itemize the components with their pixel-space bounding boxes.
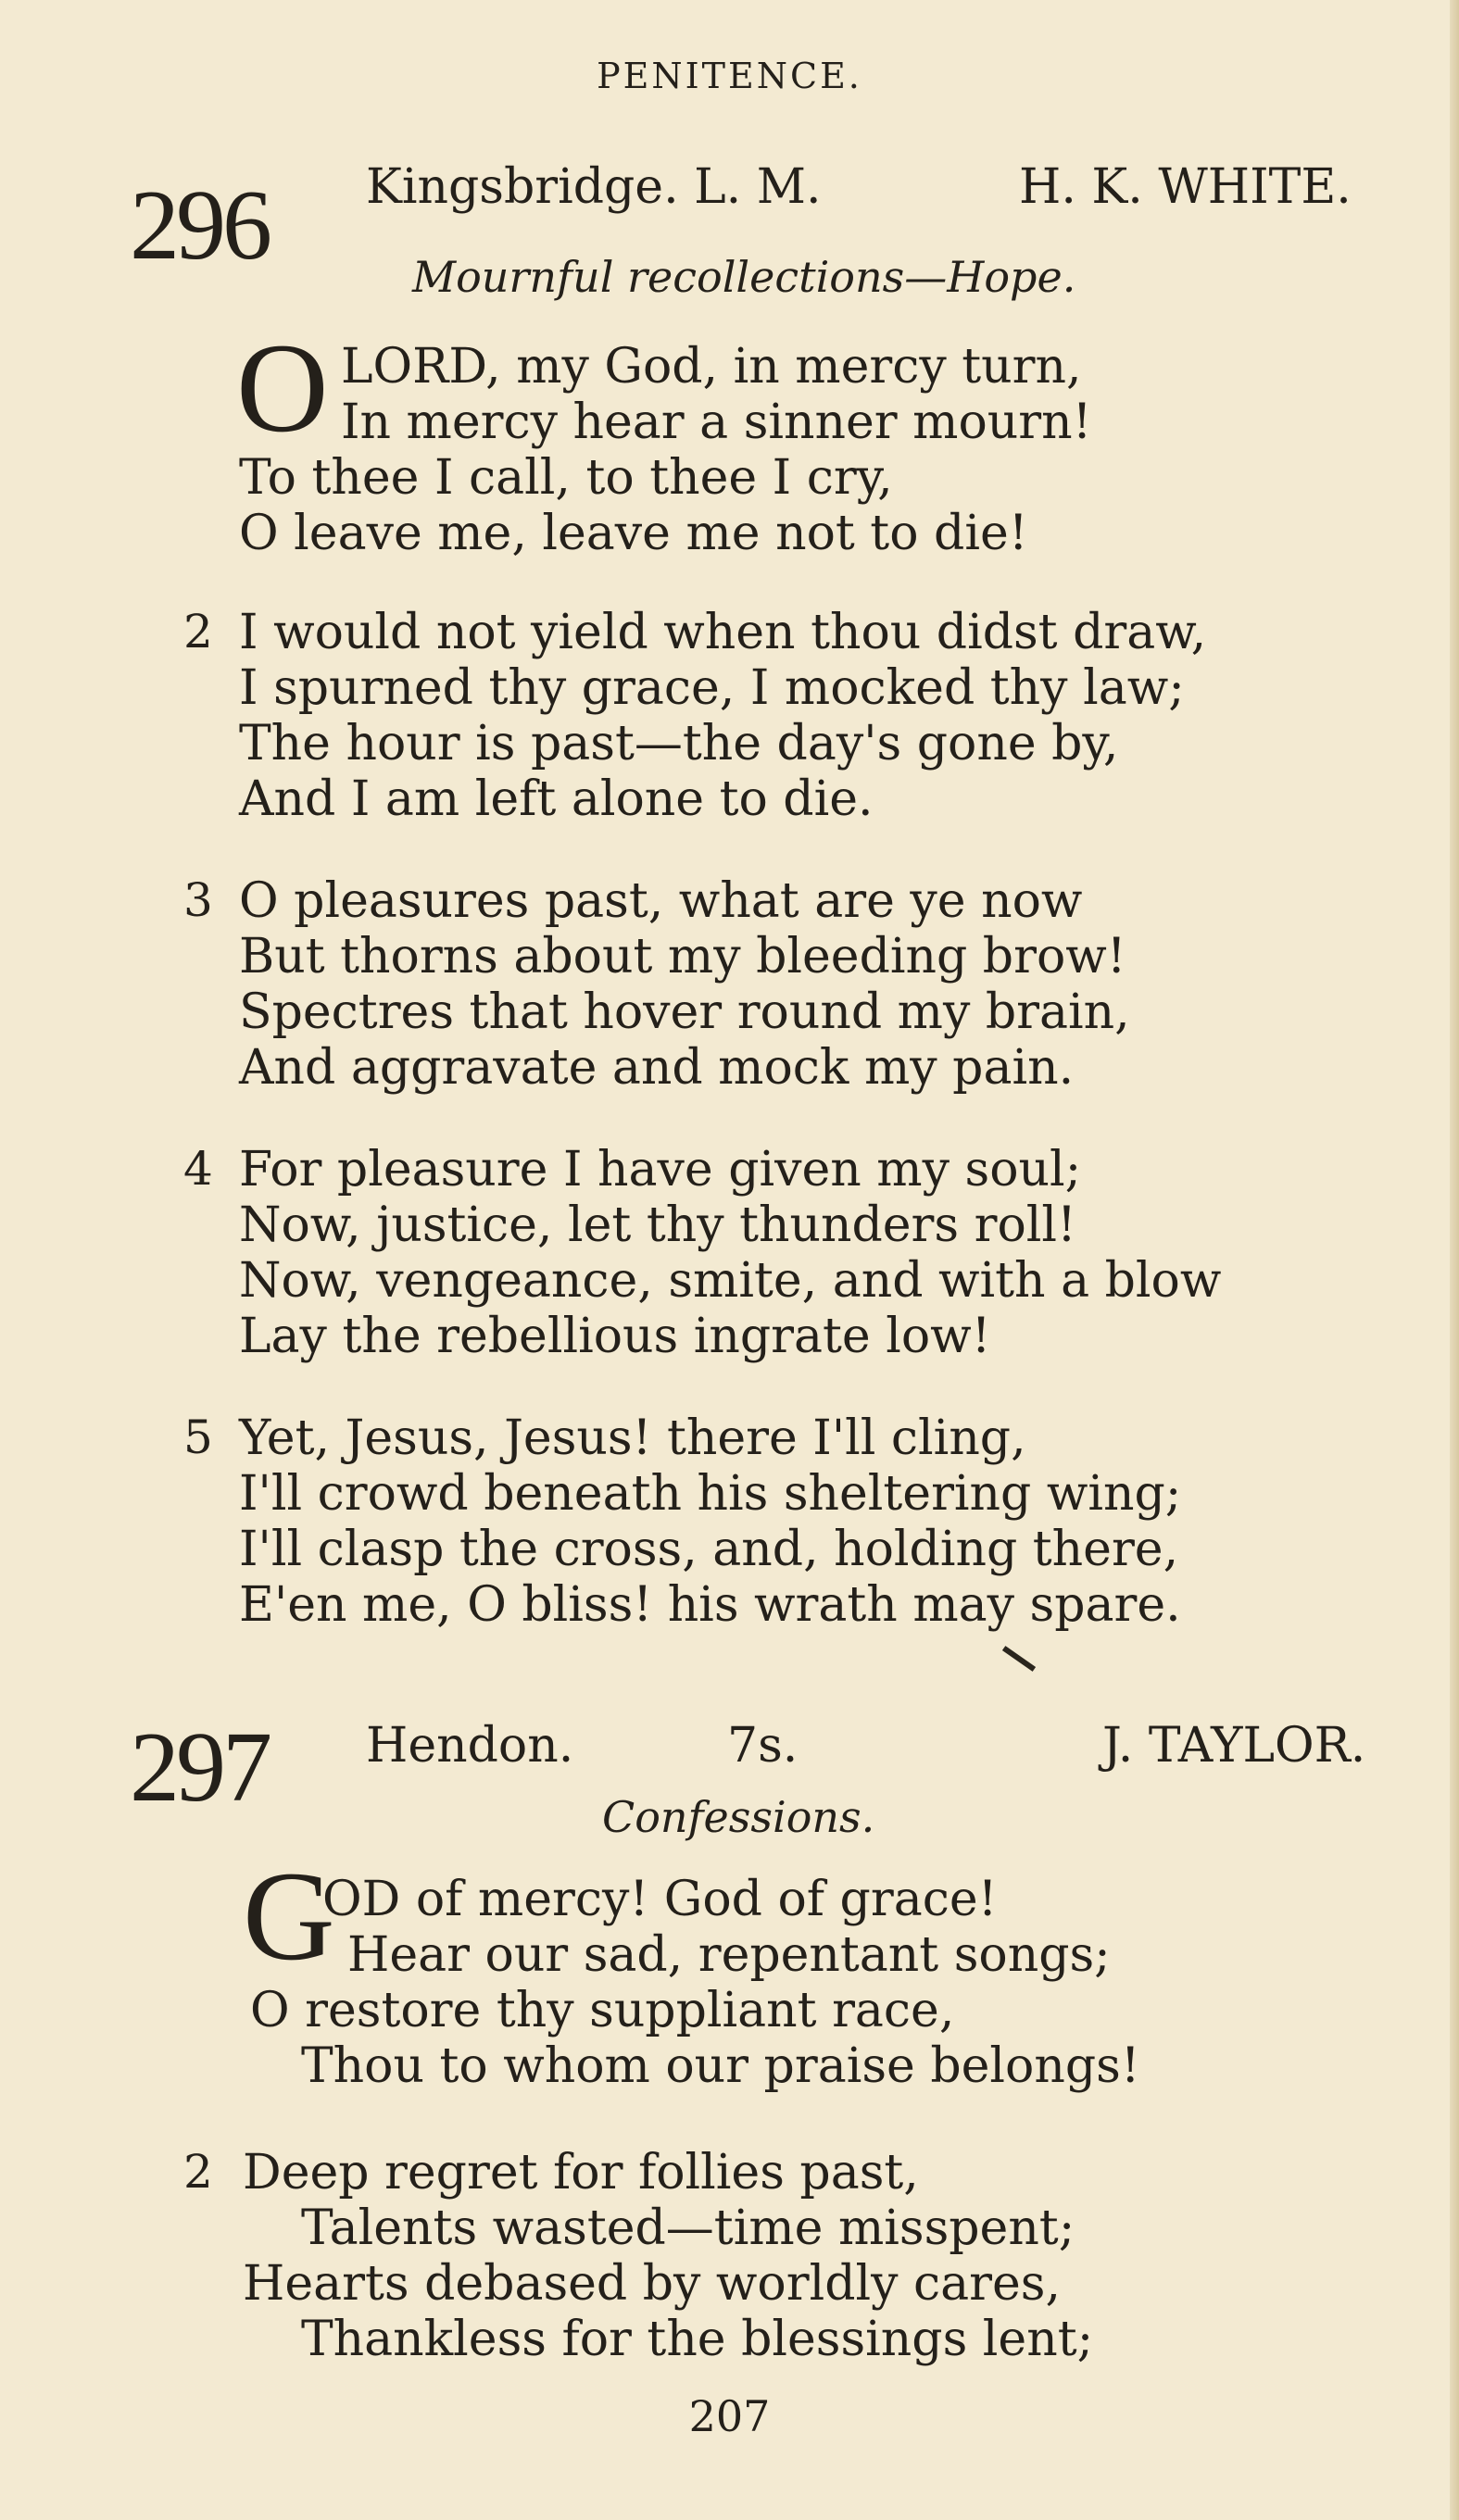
verse-line: Yet, Jesus, Jesus! there I'll cling, — [239, 1410, 1026, 1466]
verse-line: O restore thy suppliant race, — [250, 1983, 955, 2038]
verse-line: To thee I call, to thee I cry, — [239, 450, 893, 506]
verse-line: I spurned thy grace, I mocked thy law; — [239, 660, 1185, 716]
drop-cap: O — [236, 317, 329, 458]
stanza-number: 3 — [183, 873, 213, 927]
verse-line: I'll crowd beneath his sheltering wing; — [239, 1466, 1182, 1522]
ink-mark — [1002, 1646, 1036, 1672]
stanza-number: 2 — [183, 2145, 213, 2199]
verse-line: LORD, my God, in mercy turn, — [341, 339, 1082, 395]
verse-line: Thou to whom our praise belongs! — [301, 2038, 1140, 2094]
stanza-number: 2 — [183, 605, 213, 658]
verse-line: Hear our sad, repentant songs; — [347, 1927, 1111, 1983]
hymn-subtitle: Mournful recollections—Hope. — [412, 252, 1076, 302]
verse-line: I'll clasp the cross, and, holding there, — [239, 1522, 1179, 1577]
hymn-number: 297 — [130, 1712, 269, 1823]
page-number: 207 — [688, 2391, 771, 2441]
verse-line: The hour is past—the day's gone by, — [239, 716, 1119, 771]
stanza-number: 5 — [183, 1410, 213, 1464]
page-edge — [1450, 0, 1459, 2520]
verse-line: In mercy hear a sinner mourn! — [341, 395, 1092, 450]
verse-line: Now, vengeance, smite, and with a blow — [239, 1253, 1222, 1309]
verse-line: O pleasures past, what are ye now — [239, 873, 1083, 929]
hymn-meter: 7s. — [727, 1718, 799, 1774]
verse-line: Thankless for the blessings lent; — [301, 2312, 1094, 2367]
verse-line: I would not yield when thou didst draw, — [239, 605, 1207, 660]
verse-line: E'en me, O bliss! his wrath may spare. — [239, 1577, 1181, 1633]
verse-line: And aggravate and mock my pain. — [239, 1040, 1075, 1096]
verse-line: Hearts debased by worldly cares, — [243, 2256, 1062, 2312]
stanza-number: 4 — [183, 1142, 213, 1196]
hymn-tune: Kingsbridge. L. M. — [366, 159, 822, 215]
hymn-author: H. K. WHITE. — [1019, 159, 1352, 215]
verse-line: Talents wasted—time misspent; — [301, 2200, 1075, 2256]
hymn-subtitle: Confessions. — [602, 1792, 875, 1842]
verse-line: OD of mercy! God of grace! — [322, 1872, 998, 1927]
verse-line: O leave me, leave me not to die! — [239, 506, 1028, 561]
hymn-number: 296 — [130, 170, 269, 281]
verse-line: Deep regret for follies past, — [243, 2145, 919, 2200]
running-head: PENITENCE. — [597, 56, 862, 96]
hymn-author: J. TAYLOR. — [1102, 1718, 1366, 1774]
verse-line: And I am left alone to die. — [239, 771, 874, 827]
verse-line: For pleasure I have given my soul; — [239, 1142, 1082, 1197]
drop-cap: G — [243, 1845, 335, 1987]
verse-line: But thorns about my bleeding brow! — [239, 929, 1126, 984]
verse-line: Spectres that hover round my brain, — [239, 984, 1130, 1040]
verse-line: Lay the rebellious ingrate low! — [239, 1309, 991, 1364]
verse-line: Now, justice, let thy thunders roll! — [239, 1197, 1076, 1253]
hymn-tune: Hendon. — [366, 1718, 574, 1774]
